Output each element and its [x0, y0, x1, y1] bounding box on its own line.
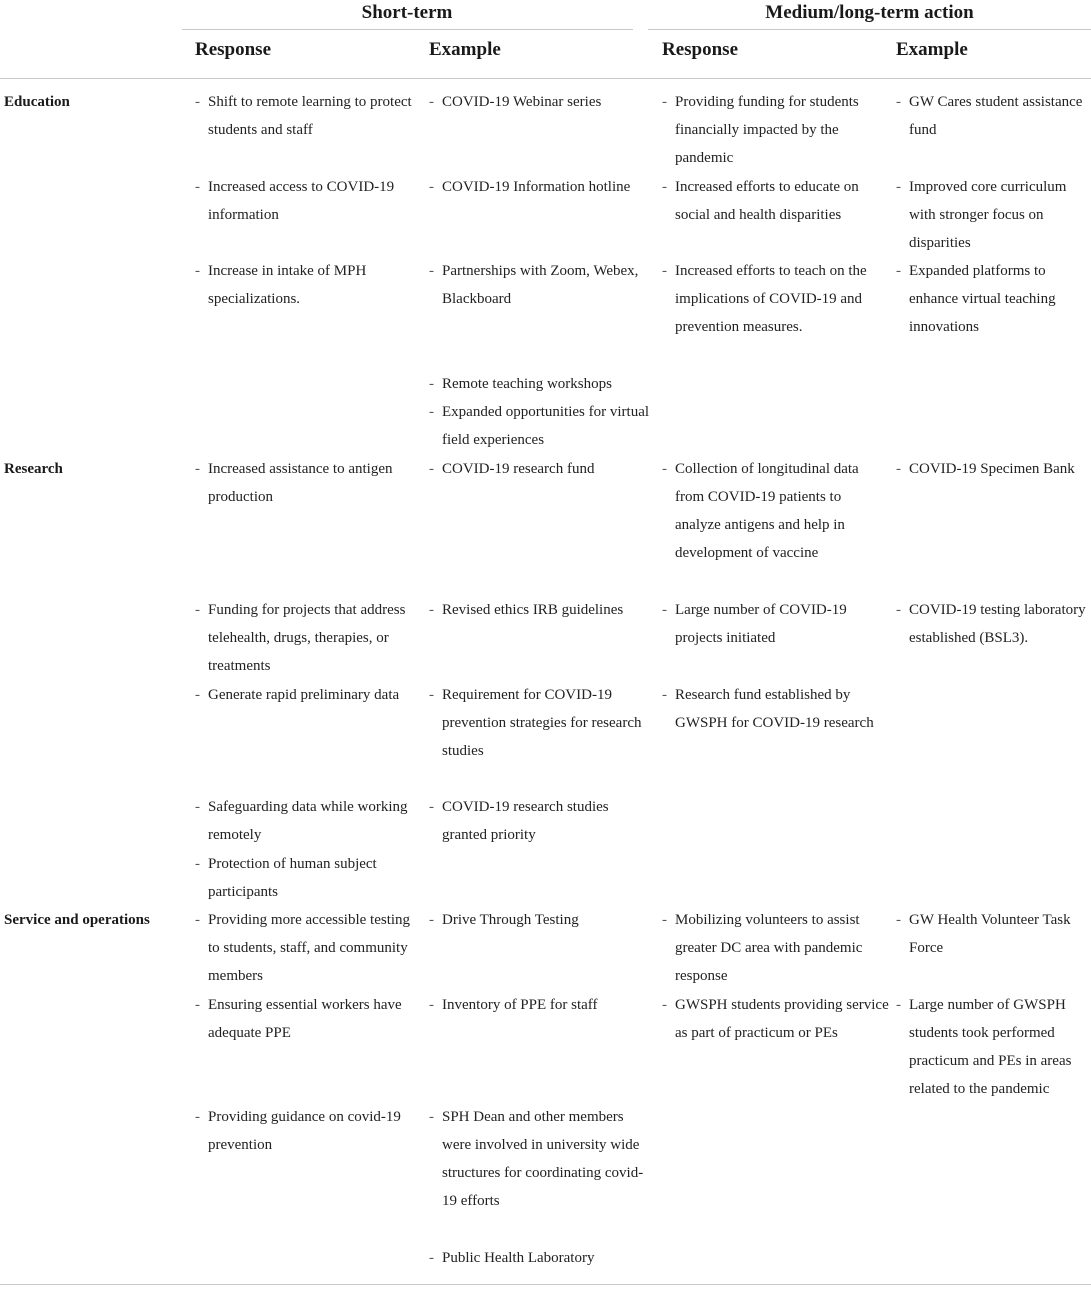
- bullet-item: [195, 455, 418, 511]
- bullet-text: COVID-19 Information hotline: [442, 179, 631, 195]
- bullet-item: [195, 991, 418, 1047]
- bullet-dash: -: [429, 799, 434, 815]
- bullet-text: Mobilizing volunteers to assist greater DC area with pandemic response: [675, 912, 863, 984]
- bullet-dash: -: [896, 461, 901, 477]
- bullet-text: Expanded platforms to enhance virtual teaching innovations: [909, 263, 1056, 335]
- bullet-item: [195, 88, 418, 144]
- table-bottom-rule: [0, 1284, 1091, 1285]
- bullet-text: Collection of longitudinal data from COVID-19 patients to analyze antigens and help in development of vaccine: [675, 461, 859, 561]
- bullet-text: Safeguarding data while working remotely: [208, 799, 408, 843]
- bullet-text: Remote teaching workshops: [442, 376, 612, 392]
- bullet-item: [429, 398, 652, 454]
- bullet-item: [429, 991, 652, 1019]
- bullet-text: Ensuring essential workers have adequate PPE: [208, 997, 402, 1041]
- bullet-dash: -: [429, 376, 434, 392]
- short-term-rule: [182, 29, 633, 30]
- section-label-education: Education: [4, 94, 70, 110]
- bullet-item: [429, 1103, 652, 1215]
- bullet-dash: -: [896, 602, 901, 618]
- bullet-item: [662, 173, 890, 229]
- bullet-text: GW Cares student assistance fund: [909, 94, 1083, 138]
- bullet-dash: -: [662, 687, 667, 703]
- section-label-service: Service and operations: [4, 912, 150, 928]
- bullet-dash: -: [195, 263, 200, 279]
- bullet-text: COVID-19 Webinar series: [442, 94, 602, 110]
- bullet-item: [896, 991, 1089, 1103]
- bullet-text: Research fund established by GWSPH for COVID-19 research: [675, 687, 874, 731]
- bullet-text: Revised ethics IRB guidelines: [442, 602, 624, 618]
- bullet-dash: -: [195, 179, 200, 195]
- bullet-dash: -: [429, 263, 434, 279]
- bullet-item: [896, 257, 1089, 341]
- bullet-item: [195, 793, 418, 849]
- bullet-item: [429, 173, 652, 201]
- bullet-dash: -: [429, 997, 434, 1013]
- bullet-text: COVID-19 research studies granted priority: [442, 799, 609, 843]
- bullet-item: [195, 1103, 418, 1159]
- bullet-dash: -: [195, 1109, 200, 1125]
- bullet-text: COVID-19 testing laboratory established (BSL3).: [909, 602, 1086, 646]
- col-header-medium-example: Example: [896, 39, 968, 60]
- bullet-dash: -: [429, 687, 434, 703]
- bullet-item: [195, 681, 418, 709]
- bullet-item: [662, 88, 890, 172]
- bullet-item: [896, 596, 1089, 652]
- bullet-text: Increased efforts to educate on social and health disparities: [675, 179, 859, 223]
- col-header-short-response: Response: [195, 39, 272, 60]
- bullet-item: [662, 681, 890, 737]
- bullet-dash: -: [662, 94, 667, 110]
- bullet-dash: -: [195, 856, 200, 872]
- bullet-text: Improved core curriculum with stronger focus on disparities: [909, 179, 1067, 251]
- bullet-text: GWSPH students providing service as part of practicum or PEs: [675, 997, 889, 1041]
- bullet-dash: -: [662, 602, 667, 618]
- bullet-dash: -: [896, 94, 901, 110]
- bullet-dash: -: [429, 912, 434, 928]
- bullet-item: [662, 257, 890, 341]
- bullet-dash: -: [195, 461, 200, 477]
- bullet-dash: -: [429, 179, 434, 195]
- bullet-dash: -: [662, 263, 667, 279]
- bullet-item: [429, 1244, 652, 1272]
- bullet-item: [429, 793, 652, 849]
- bullet-text: Public Health Laboratory: [442, 1250, 595, 1266]
- bullet-dash: -: [429, 404, 434, 420]
- bullet-text: Drive Through Testing: [442, 912, 579, 928]
- bullet-item: [896, 173, 1089, 257]
- bullet-text: SPH Dean and other members were involved in university wide structures for coordinating covid-19 efforts: [442, 1109, 644, 1209]
- bullet-text: Funding for projects that address telehealth, drugs, therapies, or treatments: [208, 602, 406, 674]
- bullet-dash: -: [896, 263, 901, 279]
- section-label-research: Research: [4, 461, 63, 477]
- bullet-dash: -: [429, 1109, 434, 1125]
- header-bottom-rule: [0, 78, 1091, 79]
- bullet-dash: -: [429, 602, 434, 618]
- bullet-dash: -: [195, 912, 200, 928]
- bullet-dash: -: [896, 912, 901, 928]
- bullet-dash: -: [896, 179, 901, 195]
- bullet-text: Inventory of PPE for staff: [442, 997, 598, 1013]
- bullet-item: [429, 88, 652, 116]
- bullet-text: Providing more accessible testing to students, staff, and community members: [208, 912, 411, 984]
- bullet-dash: -: [662, 912, 667, 928]
- bullet-item: [896, 455, 1089, 483]
- bullet-dash: -: [195, 602, 200, 618]
- bullet-text: Requirement for COVID-19 prevention strategies for research studies: [442, 687, 642, 759]
- bullet-text: COVID-19 research fund: [442, 461, 595, 477]
- bullet-item: [195, 173, 418, 229]
- bullet-text: Protection of human subject participants: [208, 856, 377, 900]
- bullet-item: [429, 596, 652, 624]
- col-header-short-example: Example: [429, 39, 501, 60]
- bullet-dash: -: [195, 799, 200, 815]
- bullet-dash: -: [195, 687, 200, 703]
- bullet-text: Providing guidance on covid-19 prevention: [208, 1109, 401, 1153]
- bullet-item: [662, 455, 890, 567]
- bullet-dash: -: [195, 997, 200, 1013]
- bullet-item: [429, 906, 652, 934]
- bullet-dash: -: [429, 461, 434, 477]
- bullet-text: GW Health Volunteer Task Force: [909, 912, 1071, 956]
- bullet-item: [429, 681, 652, 765]
- header-short-term: Short-term: [361, 2, 453, 23]
- bullet-text: Shift to remote learning to protect students and staff: [208, 94, 412, 138]
- bullet-dash: -: [195, 94, 200, 110]
- bullet-dash: -: [662, 997, 667, 1013]
- bullet-text: Partnerships with Zoom, Webex, Blackboard: [442, 263, 639, 307]
- medium-term-rule: [648, 29, 1091, 30]
- bullet-dash: -: [662, 179, 667, 195]
- bullet-text: Expanded opportunities for virtual field experiences: [442, 404, 650, 448]
- bullet-item: [662, 991, 890, 1047]
- bullet-item: [896, 88, 1089, 144]
- bullet-item: [429, 370, 652, 398]
- bullet-text: Increased assistance to antigen production: [208, 461, 393, 505]
- bullet-text: Large number of GWSPH students took performed practicum and PEs in areas related to the pandemic: [909, 997, 1072, 1097]
- bullet-dash: -: [662, 461, 667, 477]
- bullet-text: Increased access to COVID-19 information: [208, 179, 395, 223]
- bullet-text: Increased efforts to teach on the implications of COVID-19 and prevention measures.: [675, 263, 867, 335]
- bullet-item: [195, 596, 418, 680]
- bullet-item: [429, 257, 652, 313]
- col-header-medium-response: Response: [662, 39, 739, 60]
- bullet-item: [429, 455, 652, 483]
- bullet-item: [195, 850, 418, 906]
- bullet-item: [662, 596, 890, 652]
- bullet-dash: -: [429, 94, 434, 110]
- bullet-dash: -: [429, 1250, 434, 1266]
- bullet-text: Generate rapid preliminary data: [208, 687, 400, 703]
- bullet-dash: -: [896, 997, 901, 1013]
- bullet-text: COVID-19 Specimen Bank: [909, 461, 1075, 477]
- bullet-text: Increase in intake of MPH specializations.: [208, 263, 367, 307]
- bullet-item: [195, 906, 418, 990]
- bullet-item: [896, 906, 1089, 962]
- bullet-text: Large number of COVID-19 projects initiated: [675, 602, 847, 646]
- bullet-item: [662, 906, 890, 990]
- bullet-item: [195, 257, 418, 313]
- bullet-text: Providing funding for students financially impacted by the pandemic: [675, 94, 859, 166]
- header-medium-long-term: Medium/long-term action: [765, 2, 974, 23]
